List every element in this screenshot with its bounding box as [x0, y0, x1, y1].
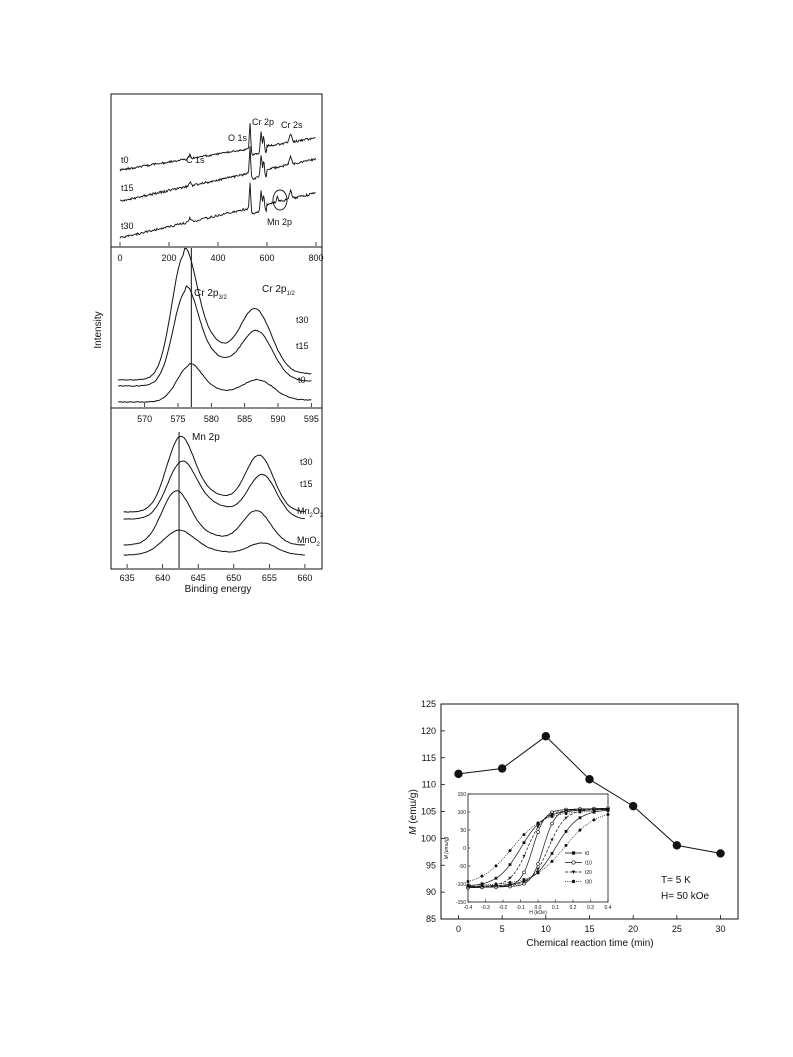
hysteresis-marker-t30	[565, 812, 568, 815]
cr2p-label-t0: t0	[298, 375, 306, 385]
mn2p-label-t30: t30	[300, 457, 313, 467]
cr2p-spectrum-t0	[118, 364, 311, 403]
hysteresis-marker-t0	[551, 852, 554, 855]
hysteresis-marker-t30	[523, 833, 526, 836]
hysteresis-marker-t10	[537, 830, 540, 833]
peak-label-mn2p: Mn 2p	[267, 217, 293, 227]
data-point	[585, 775, 593, 783]
hysteresis-marker-t30	[523, 878, 526, 881]
hysteresis-marker-t30	[565, 844, 568, 847]
x-tick-label: 5	[499, 924, 505, 934]
inset-x-tick-label: -0.1	[516, 905, 525, 911]
legend-label-t0: t0	[585, 851, 590, 857]
hysteresis-marker-t30	[467, 880, 470, 883]
inset-y-tick-label: 150	[457, 792, 466, 798]
cr2p-label-t15: t15	[296, 341, 309, 351]
inset-x-tick-label: 0.3	[587, 905, 594, 911]
mn2p-spectrum-t15	[124, 461, 305, 519]
data-point	[542, 732, 550, 740]
survey-tick-label: 600	[259, 253, 275, 263]
cr2p-label-t30: t30	[296, 315, 309, 325]
inset-x-tick-label: -0.2	[498, 905, 508, 911]
inset-y-tick-label: 100	[457, 810, 466, 816]
inset-x-tick-label: 0.4	[604, 905, 612, 911]
data-point	[629, 802, 637, 810]
peak-label-cr2s: Cr 2s	[281, 120, 303, 130]
hysteresis-marker-t30	[481, 883, 484, 886]
peak-label-c1s: C 1s	[186, 155, 205, 165]
legend-label-t10: t10	[585, 860, 592, 867]
y-tick-label: 105	[420, 806, 436, 817]
cr2p-tick-label: 575	[170, 414, 186, 424]
cr2p-panel	[118, 248, 319, 424]
legend-label-t30: t30	[585, 879, 592, 886]
inset-x-axis-label: H (kOe)	[529, 910, 547, 916]
inset-x-tick-label: 0.2	[569, 905, 577, 911]
y-tick-label: 90	[425, 887, 436, 898]
survey-spectrum-t0	[120, 123, 316, 171]
inset-y-tick-label: 50	[460, 828, 466, 834]
x-tick-label: 15	[584, 924, 595, 934]
inset-x-tick-label: -0.4	[463, 905, 473, 911]
hysteresis-marker-t30	[495, 883, 498, 886]
binding-energy-axis-label: Binding energy	[184, 584, 252, 595]
cr2p-tick-label: 570	[137, 414, 153, 424]
survey-label-t0: t0	[121, 155, 129, 165]
magnetization-axis-label: M (emu/g)	[408, 789, 419, 835]
y-tick-label: 125	[420, 699, 436, 709]
cr2p32-label: Cr $2p_{3/2}$	[194, 288, 227, 301]
inset-y-tick-label: 0	[463, 846, 466, 852]
survey-label-t30: t30	[121, 221, 134, 231]
hysteresis-marker-t30	[579, 810, 582, 813]
y-tick-label: 115	[421, 752, 436, 763]
hysteresis-marker-t0	[579, 816, 582, 819]
survey-tick-label: 400	[210, 253, 226, 263]
mn2p-tick-label: 660	[297, 573, 313, 583]
hysteresis-marker-t10	[551, 822, 554, 825]
temperature-annotation: T= 5 K	[661, 875, 691, 886]
inset-y-axis-label: M (emu/g)	[444, 836, 450, 860]
y-tick-label: 120	[420, 725, 436, 736]
mn2p-spectrum-mn2o3	[124, 491, 305, 545]
hysteresis-marker-t30	[495, 864, 498, 867]
cr2p-tick-label: 585	[237, 414, 253, 424]
hysteresis-marker-t30	[607, 813, 610, 816]
hysteresis-marker-t30	[509, 849, 512, 852]
hysteresis-marker-t30	[551, 815, 554, 818]
reaction-time-axis-label: Chemical reaction time (min)	[526, 938, 654, 949]
survey-x-ticks	[117, 242, 323, 263]
x-tick-label: 10	[540, 924, 551, 934]
inset-x-tick-label: 0.0	[534, 905, 542, 911]
survey-spectrum-t30	[120, 183, 316, 239]
hysteresis-marker-t0	[509, 863, 512, 866]
hysteresis-marker-t30	[481, 875, 484, 878]
legend-label-t20: t20	[585, 870, 592, 876]
mn2p-tick-label: 650	[226, 573, 242, 583]
mn2p-tick-label: 655	[261, 573, 277, 583]
x-tick-label: 0	[455, 924, 461, 934]
inset-y-tick-label: -150	[455, 900, 466, 906]
inset-y-tick-label: -50	[458, 864, 466, 870]
x-tick-label: 30	[715, 924, 726, 934]
survey-label-t15: t15	[121, 183, 134, 193]
inset-x-tick-label: -0.3	[481, 905, 490, 911]
hysteresis-marker-t10	[523, 871, 526, 874]
cr2p-x-ticks	[137, 403, 319, 424]
data-point	[673, 841, 681, 849]
legend-marker-t0	[572, 851, 575, 854]
hysteresis-marker-t30	[579, 829, 582, 832]
hysteresis-marker-t0	[565, 830, 568, 833]
mn2p-peak-label: Mn 2p	[192, 432, 220, 443]
mn2p-tick-label: 645	[190, 573, 206, 583]
hysteresis-marker-t30	[467, 884, 470, 887]
hysteresis-marker-t30	[593, 818, 596, 821]
hysteresis-marker-t10	[537, 863, 540, 866]
hysteresis-marker-t0	[495, 877, 498, 880]
mn2p-tick-label: 640	[155, 573, 171, 583]
cr2p-spectrum-t30	[118, 248, 311, 380]
inset-x-tick-label: 0.1	[552, 905, 559, 911]
survey-panel	[117, 117, 323, 263]
mn2p-tick-label: 635	[119, 573, 135, 583]
hysteresis-marker-t30	[551, 860, 554, 863]
hysteresis-marker-t30	[537, 821, 540, 824]
hysteresis-marker-t30	[593, 810, 596, 813]
peak-label-o1s: O 1s	[228, 133, 248, 143]
mn2p-label-mn2o3: $Mn_2O_3$	[297, 506, 324, 519]
data-point	[454, 770, 462, 778]
hysteresis-marker-t30	[509, 881, 512, 884]
inset-y-tick-label: -100	[455, 882, 466, 888]
y-tick-label: 95	[425, 860, 436, 871]
hysteresis-marker-t30	[607, 809, 610, 812]
hysteresis-inset	[444, 792, 612, 916]
mn2p-panel	[120, 432, 324, 583]
data-point	[716, 849, 724, 857]
hysteresis-marker-t0	[523, 841, 526, 844]
cr2p-tick-label: 580	[203, 414, 219, 424]
survey-tick-label: 800	[308, 253, 324, 263]
cr2p12-label: Cr $2p_{1/2}$	[262, 284, 295, 297]
mn2p-label-mno2: MnO$_2$	[297, 535, 320, 548]
y-tick-label: 85	[425, 914, 436, 924]
mn2p-spectrum-t30	[124, 436, 305, 512]
survey-tick-label: 0	[117, 253, 123, 263]
field-annotation: H= 50 kOe	[661, 891, 710, 902]
survey-spectrum-t15	[120, 146, 316, 201]
x-tick-label: 20	[628, 924, 639, 934]
survey-tick-label: 200	[161, 253, 177, 263]
hysteresis-marker-t30	[537, 872, 540, 875]
mn2p-label-t15: t15	[300, 479, 313, 489]
y-tick-label: 100	[420, 833, 436, 844]
cr2p-tick-label: 590	[270, 414, 286, 424]
mn2p-x-ticks	[120, 564, 313, 583]
legend-marker-t30	[572, 880, 575, 883]
xps-figure	[93, 94, 322, 595]
legend-marker-t10	[572, 861, 575, 864]
y-tick-label: 110	[421, 779, 436, 790]
x-tick-label: 25	[671, 924, 682, 934]
intensity-axis-label: Intensity	[93, 311, 104, 349]
cr2p-tick-label: 595	[303, 414, 319, 424]
peak-label-cr2p: Cr 2p	[252, 117, 275, 127]
data-point	[498, 764, 506, 772]
